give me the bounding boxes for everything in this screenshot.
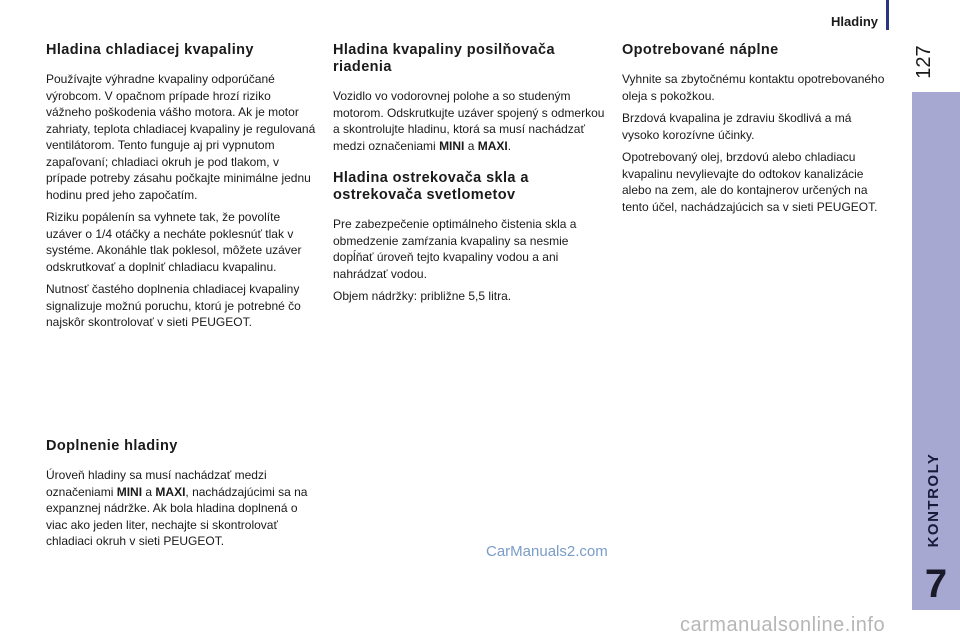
section-refill	[46, 438, 318, 556]
section-heading: Hladina ostrekovača skla a ostrekovača svetlometov	[333, 170, 529, 203]
paragraph: Pre zabezpečenie optimálneho čistenia skla a obmedzenie zamŕzania kvapaliny sa nesmie dopĺňať úroveň tejto kvapaliny vodou a ani nahrádzať vodou.	[333, 217, 577, 281]
chapter-number: 7	[912, 558, 960, 610]
paragraph: Opotrebovaný olej, brzdovú alebo chladiacu kvapalinu nevylievajte do odtokov kanalizácie alebo na zem, ale do kontajnerov určených na tento účel, nachádzajúcich sa v sieti PEUGEOT.	[622, 150, 878, 214]
maxi-mark: MAXI	[477, 138, 508, 153]
maxi-mark: MAXI	[155, 484, 186, 499]
paragraph: Brzdová kvapalina je zdraviu škodlivá a má vysoko korozívne účinky.	[622, 111, 852, 142]
paragraph: Objem nádržky: približne 5,5 litra.	[333, 289, 512, 303]
column-used-fluids	[622, 42, 892, 231]
chapter-label: KONTROLY	[925, 452, 942, 548]
page-header-title: Hladiny	[831, 14, 878, 29]
mini-mark: MINI	[116, 484, 143, 499]
paragraph: Používajte výhradne kvapaliny odporúčané výrobcom. V opačnom prípade hrozí riziko vážneho poškodenia vášho motora. Ak je motor zahriaty, teplota chladiacej kvapaliny je regulovaná ventilátorom. Tento funguje aj pri vypnutom zapaľovaní; chladiaci okruh je pod tlakom, v prípade potreby zásahu počkajte minimálne jednu hodinu pred jeho započatím.	[46, 72, 316, 202]
section-heading	[333, 42, 609, 76]
watermark-carmanualsonline: carmanualsonline.info	[680, 614, 886, 636]
paragraph	[333, 88, 609, 154]
section-power-steering	[333, 42, 609, 154]
watermark-carmanuals: CarManuals2.com	[486, 543, 608, 560]
paragraph: Vyhnite sa zbytočnému kontaktu opotrebovaného oleja s pokožkou.	[622, 72, 885, 103]
mini-mark: MINI	[439, 138, 465, 153]
paragraph: Nutnosť častého doplnenia chladiacej kvapaliny signalizuje možnú poruchu, ktorú je potrebné čo najskôr skontrolovať v sieti PEUGEOT.	[46, 282, 301, 329]
header-divider	[886, 0, 889, 30]
paragraph: Riziku popálenín sa vyhnete tak, že povolíte uzáver o 1/4 otáčky a necháte poklesnúť tlak v systéme. Akonáhle tlak poklesol, môžete uzáver odskrutkovať a doplniť chladiacu kvapalinu.	[46, 210, 302, 274]
text: a	[142, 484, 156, 499]
section-heading: Hladina chladiacej kvapaliny	[46, 42, 254, 58]
heading-line: riadenia	[333, 59, 392, 75]
page-number: 127	[913, 45, 935, 79]
column-coolant	[46, 42, 318, 347]
text: , nachádzajúcimi sa na expanznej nádržke. Ak bola hladina doplnená o viac ako jeden liter, nechajte si skontrolovať chladiaci okruh v sieti PEUGEOT.	[46, 484, 308, 548]
text: a	[464, 138, 478, 153]
text: Vozidlo vo vodorovnej polohe a so studeným motorom. Odskrutkujte uzáver spojený s odmerkou a skontrolujte hladinu, ktorá sa musí nachádzať medzi označeniami	[333, 89, 605, 153]
section-washer-fluid	[333, 170, 609, 305]
section-used-fluids	[622, 42, 892, 215]
column-steering-washer	[333, 42, 609, 321]
section-coolant-level	[46, 42, 318, 331]
section-heading: Opotrebované náplne	[622, 42, 779, 58]
heading-line: Hladina kvapaliny posilňovača	[333, 42, 555, 58]
text: Úroveň hladiny sa musí nachádzať medzi označeniami	[46, 468, 267, 499]
section-heading: Doplnenie hladiny	[46, 438, 178, 454]
paragraph	[46, 467, 318, 550]
text: .	[507, 138, 512, 153]
